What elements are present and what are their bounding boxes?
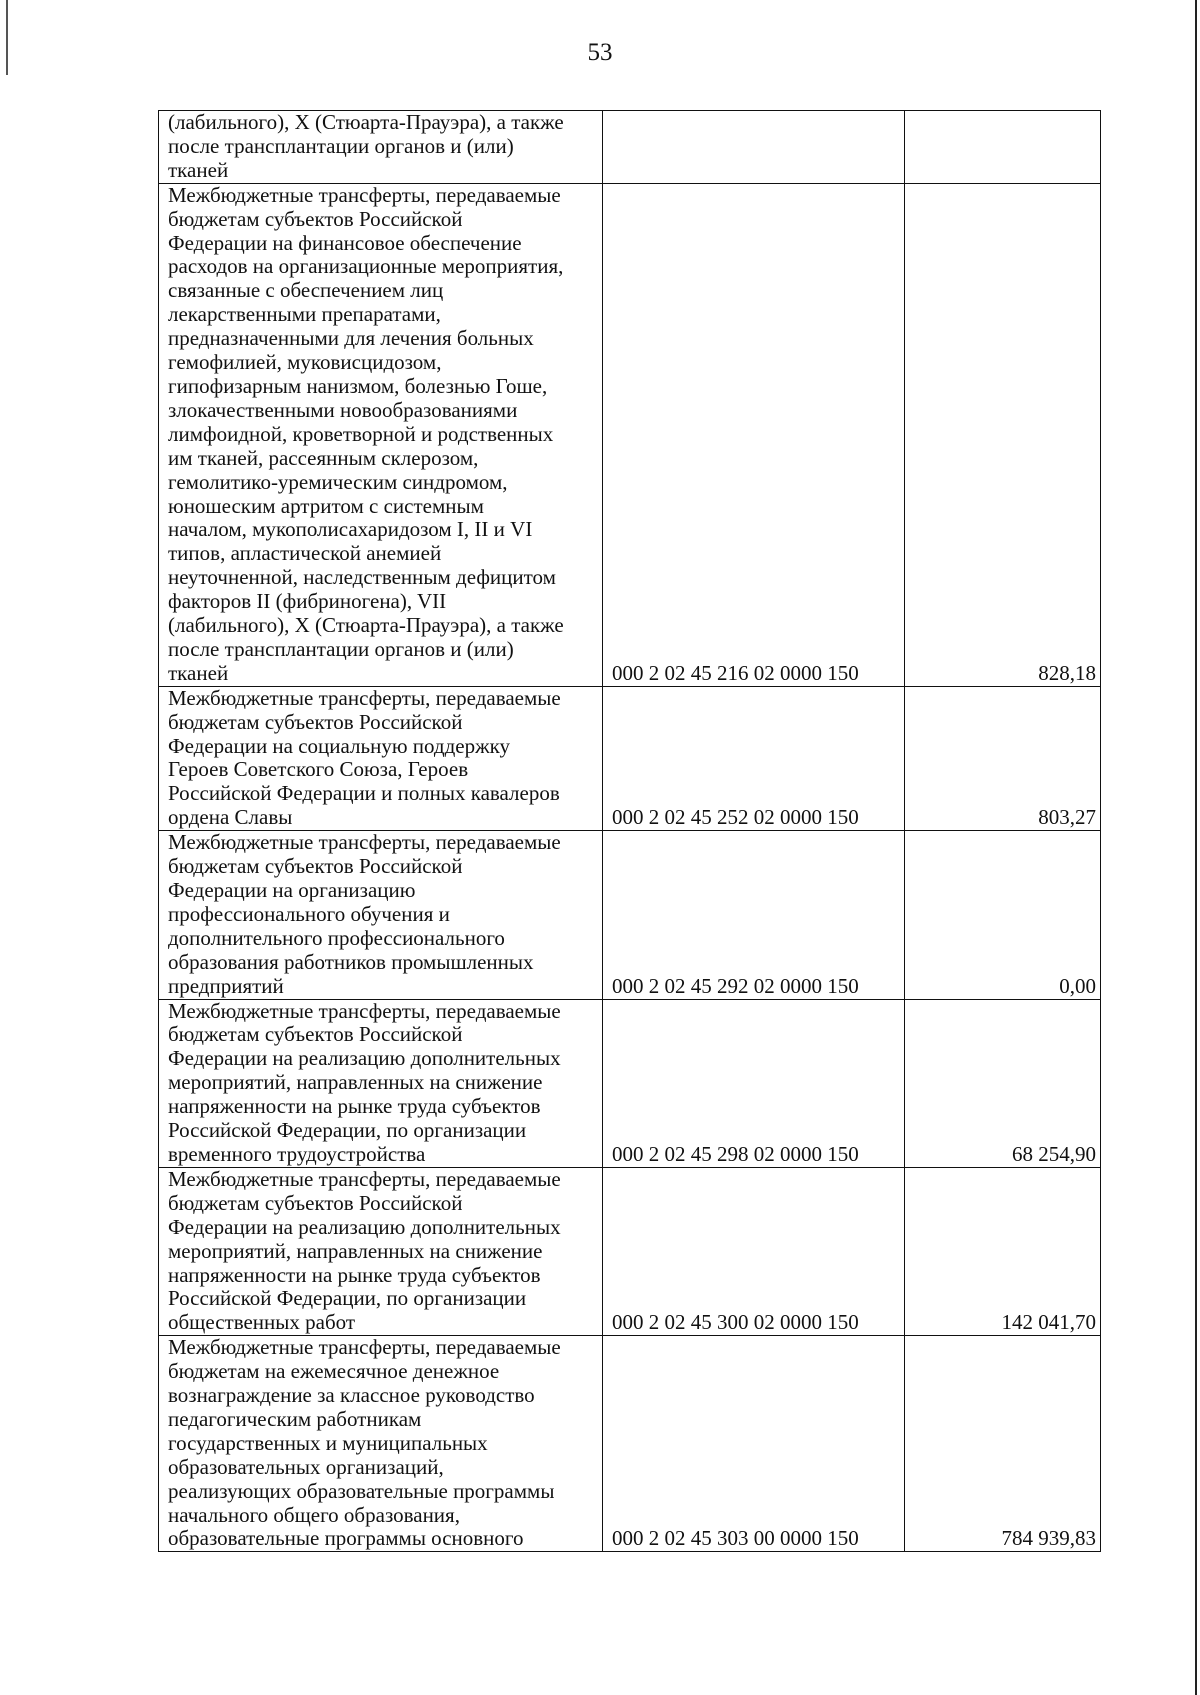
description-line: реализующих образовательные программы bbox=[168, 1478, 555, 1503]
amount: 803,27 bbox=[905, 686, 1101, 830]
row-description bbox=[159, 831, 603, 999]
budget-classification-code: 000 2 02 45 303 00 0000 150 bbox=[603, 1336, 905, 1552]
row-description bbox=[159, 999, 603, 1167]
description-line: началом, мукополисахаридозом I, II и VI bbox=[168, 517, 533, 542]
description-line: мероприятий, направленных на снижение bbox=[168, 1070, 543, 1095]
description-line: тканей bbox=[168, 157, 229, 182]
description-line: бюджетам на ежемесячное денежное bbox=[168, 1359, 500, 1384]
description-line: факторов II (фибриногена), VII bbox=[168, 589, 447, 614]
description-line: напряженности на рынке труда субъектов bbox=[168, 1262, 541, 1287]
description-line: лекарственными препаратами, bbox=[168, 302, 441, 327]
description-line: вознаграждение за классное руководство bbox=[168, 1383, 535, 1408]
description-line: гемолитико-уремическим синдромом, bbox=[168, 469, 508, 494]
description-line: (лабильного), X (Стюарта-Прауэра), а также bbox=[168, 110, 564, 134]
description-line: лимфоидной, кроветворной и родственных bbox=[168, 421, 554, 446]
table-row bbox=[159, 183, 1101, 686]
description-line: тканей bbox=[168, 660, 229, 685]
description-line: временного трудоустройства bbox=[168, 1141, 426, 1166]
description-line: юношеским артритом с системным bbox=[168, 493, 484, 518]
description-line: мероприятий, направленных на снижение bbox=[168, 1238, 543, 1263]
row-description bbox=[159, 183, 603, 686]
table-row bbox=[159, 111, 1101, 184]
page-number: 53 bbox=[587, 39, 613, 66]
table-row bbox=[159, 831, 1101, 999]
table-row bbox=[159, 1167, 1101, 1335]
description-line: Героев Советского Союза, Героев bbox=[168, 757, 469, 782]
scan-edge-right bbox=[1195, 0, 1197, 1695]
row-description bbox=[159, 686, 603, 830]
description-line: образования работников промышленных bbox=[168, 949, 534, 974]
description-line: Федерации на реализацию дополнительных bbox=[168, 1214, 561, 1239]
description-line: расходов на организационные мероприятия, bbox=[168, 254, 564, 279]
description-line: предназначенными для лечения больных bbox=[168, 326, 534, 351]
description-line: предприятий bbox=[168, 973, 284, 998]
amount: 828,18 bbox=[905, 183, 1101, 686]
description-line: после трансплантации органов и (или) bbox=[168, 636, 514, 661]
description-line: Федерации на организацию bbox=[168, 878, 416, 902]
description-line: бюджетам субъектов Российской bbox=[168, 1190, 463, 1215]
description-line: гипофизарным нанизмом, болезнью Гоше, bbox=[168, 373, 548, 398]
amount: 0,00 bbox=[905, 831, 1101, 999]
description-line: педагогическим работникам bbox=[168, 1406, 422, 1431]
description-line: неуточненной, наследственным дефицитом bbox=[168, 565, 556, 590]
description-line: начального общего образования, bbox=[168, 1502, 460, 1527]
budget-classification-code: 000 2 02 45 298 02 0000 150 bbox=[603, 999, 905, 1167]
description-line: Федерации на социальную поддержку bbox=[168, 733, 511, 758]
budget-classification-code: 000 2 02 45 252 02 0000 150 bbox=[603, 686, 905, 830]
budget-table-body bbox=[159, 111, 1101, 1552]
table-row bbox=[159, 999, 1101, 1167]
description-line: бюджетам субъектов Российской bbox=[168, 206, 463, 231]
description-line: Межбюджетные трансферты, передаваемые bbox=[168, 998, 561, 1023]
table-row bbox=[159, 686, 1101, 830]
description-line: Межбюджетные трансферты, передаваемые bbox=[168, 1335, 561, 1360]
description-line: бюджетам субъектов Российской bbox=[168, 1022, 463, 1047]
description-line: образовательных организаций, bbox=[168, 1454, 444, 1479]
description-line: Российской Федерации и полных кавалеров bbox=[168, 781, 560, 806]
amount bbox=[905, 111, 1101, 184]
description-line: Российской Федерации, по организации bbox=[168, 1286, 527, 1311]
description-line: им тканей, рассеянным склерозом, bbox=[168, 445, 479, 470]
description-line: после трансплантации органов и (или) bbox=[168, 133, 514, 158]
amount: 68 254,90 bbox=[905, 999, 1101, 1167]
budget-classification-code bbox=[603, 111, 905, 184]
row-description bbox=[159, 1167, 603, 1335]
description-line: Межбюджетные трансферты, передаваемые bbox=[168, 685, 561, 710]
description-line: бюджетам субъектов Российской bbox=[168, 854, 463, 879]
description-line: бюджетам субъектов Российской bbox=[168, 709, 463, 734]
description-line: Межбюджетные трансферты, передаваемые bbox=[168, 182, 561, 207]
description-line: связанные с обеспечением лиц bbox=[168, 278, 444, 303]
description-line: Российской Федерации, по организации bbox=[168, 1118, 527, 1143]
description-line: Межбюджетные трансферты, передаваемые bbox=[168, 1166, 561, 1191]
amount: 142 041,70 bbox=[905, 1167, 1101, 1335]
description-line: дополнительного профессионального bbox=[168, 925, 505, 950]
description-line: гемофилией, муковисцидозом, bbox=[168, 350, 442, 375]
amount: 784 939,83 bbox=[905, 1336, 1101, 1552]
description-line: Федерации на реализацию дополнительных bbox=[168, 1046, 561, 1071]
row-description bbox=[159, 111, 603, 184]
description-line: типов, апластической анемией bbox=[168, 541, 442, 566]
table-row bbox=[159, 1336, 1101, 1552]
row-description bbox=[159, 1336, 603, 1552]
budget-classification-code: 000 2 02 45 292 02 0000 150 bbox=[603, 831, 905, 999]
description-line: государственных и муниципальных bbox=[168, 1430, 488, 1455]
description-line: ордена Славы bbox=[168, 805, 293, 830]
description-line: Межбюджетные трансферты, передаваемые bbox=[168, 830, 561, 855]
description-line: общественных работ bbox=[168, 1310, 356, 1335]
description-line: профессионального обучения и bbox=[168, 901, 450, 926]
budget-classification-code: 000 2 02 45 300 02 0000 150 bbox=[603, 1167, 905, 1335]
budget-classification-code: 000 2 02 45 216 02 0000 150 bbox=[603, 183, 905, 686]
description-line: (лабильного), X (Стюарта-Прауэра), а также bbox=[168, 613, 564, 638]
budget-table bbox=[158, 110, 1101, 1552]
description-line: образовательные программы основного bbox=[168, 1526, 524, 1551]
description-line: напряженности на рынке труда субъектов bbox=[168, 1094, 541, 1119]
description-line: Федерации на финансовое обеспечение bbox=[168, 230, 522, 255]
description-line: злокачественными новообразованиями bbox=[168, 397, 518, 422]
